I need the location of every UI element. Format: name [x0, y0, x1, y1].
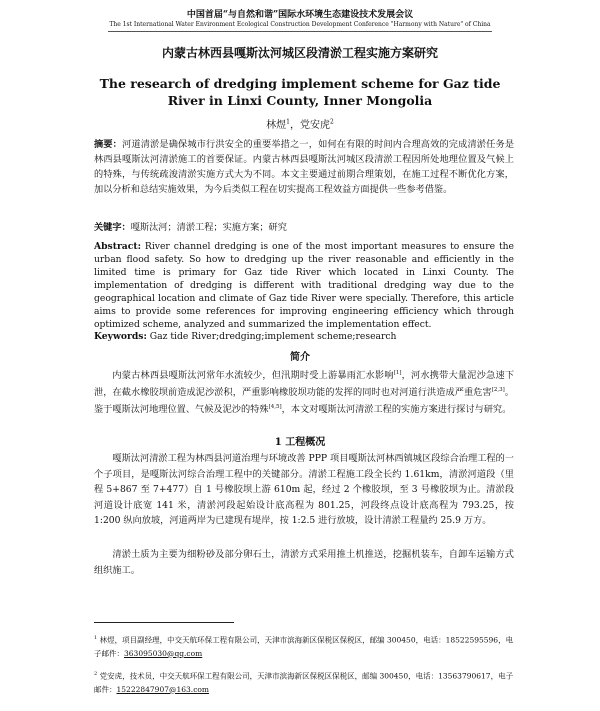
authors — [0, 116, 600, 131]
footnote-rule — [94, 622, 234, 623]
author-2-mark: 2 — [330, 118, 334, 126]
footnote-2-text: 党安虎，技术员，中交天航环保工程有限公司，天津市滨海新区保税区保税区，邮编 300450，电话：13563790617，电子邮件： — [94, 671, 514, 694]
footnote-1-text: 林煜，项目副经理，中交天航环保工程有限公司，天津市滨海新区保税区保税区，邮编 300450，电话：18522595596，电子邮件： — [94, 635, 514, 658]
footnote-1-email-link[interactable]: 363095030@qq.com — [124, 648, 203, 658]
keywords-en — [94, 330, 514, 343]
intro-ref-1: [1] — [393, 370, 402, 376]
footnote-2 — [94, 668, 514, 696]
intro-text-3: 。鉴于嘎斯汰河地理位置、气候及泥沙的特殊 — [94, 387, 514, 416]
abstract-cn-label: 摘要： — [94, 139, 123, 150]
author-1-mark: 1 — [286, 118, 290, 126]
header-conference-en: The 1st International Water Environment Ecological Construction Development Conference "Harmony with Nature" of China — [109, 21, 491, 28]
footnote-1-mark: 1 — [94, 635, 98, 641]
intro-text-4: ，本文对嘎斯汰河清淤工程的实施方案进行探讨与研究。 — [281, 404, 512, 416]
intro-ref-2: [2,3] — [491, 387, 505, 394]
running-header — [0, 10, 600, 29]
abstract-en-label: Abstract: — [94, 241, 141, 252]
section-1-paragraph-1: 嘎斯汰河清淤工程为林西县河道治理与环境改善 PPP 项目嘎斯汰河林西镇城区段综合治理工程的一个子项目，是嘎斯汰河综合治理工程中的关键部分。清淤工程施工段全长约 1.61km，清淤河道段（里程 5+867 至 7+477）自 1 号橡胶坝上游 610m 起，经过 2 个橡胶坝，至 3 号橡胶坝为止。清淤段河道设计底宽 141 米，清淤河段起始设计底高程为 801.25，河段终点设计底高程为 793.25，按 1:200 纵向放坡，河道两岸为已建现有堤岸，按 1:2.5 进行放坡，设计清淤工程量约 25.9 万方。 — [94, 453, 514, 526]
intro-text-1: 内蒙古林西县嘎斯汰河常年水流较少，但汛期时受上游暴雨汇水影响 — [112, 370, 394, 382]
section-1-paragraph-2: 清淤土质为主要为细粉砂及部分卵石土，清淤方式采用推土机推送，挖掘机装车，自卸车运输方式组织施工。 — [94, 549, 514, 576]
title-cn: 内蒙古林西县嘎斯汰河城区段清淤工程实施方案研究 — [161, 46, 438, 60]
author-2-name: 党安虎 — [300, 120, 330, 131]
intro-ref-3: [4,5] — [268, 404, 282, 411]
intro-text-2: ，河水携带大量泥沙急速下泄，在截水橡胶坝前造成泥沙淤积，严重影响橡胶坝功能的发挥的同时也对河道行洪造成严重危害 — [94, 370, 515, 399]
abstract-en-text: River channel dredging is one of the most important measures to ensure the urban flood safety. So how to dredging up the river reasonable and efficiently in the limited time is primary for Gaz tide River which located in Linxi County. The implementation of dredging is different with traditional dredging way due to the geographical location and climate of Gaz tide River were specially. Therefore, this article aims to provide some references for improving engineering efficiency which through optimized scheme, analyzed and summarized the implementation effect. — [94, 241, 514, 330]
keywords-cn — [94, 221, 514, 235]
footnote-2-email-link[interactable]: 15222847907@163.com — [116, 684, 210, 694]
keywords-en-label: Keywords: — [94, 331, 147, 342]
keywords-en-text: Gaz tide River;dredging;implement scheme;research — [146, 331, 397, 342]
title-en: The research of dredging implement scheme for Gaz tide River in Linxi County, Inner Mongolia — [99, 76, 501, 108]
author-separator: ， — [290, 120, 300, 131]
header-conference-cn: 中国首届“与自然和谐”国际水环境生态建设技术发展会议 — [186, 10, 414, 20]
intro-paragraph — [94, 366, 514, 417]
abstract-en — [94, 240, 514, 331]
header-rule — [108, 31, 492, 32]
author-1-name: 林煜 — [266, 120, 287, 131]
section-1-heading: 1 工程概况 — [274, 437, 326, 448]
footnote-1 — [94, 632, 514, 660]
intro-heading: 简介 — [290, 352, 310, 363]
abstract-cn-text: 河道清淤是确保城市行洪安全的重要举措之一，如何在有限的时间内合理高效的完成清淤任务是林西县嘎斯汰河清淤施工的首要保证。内蒙古林西县嘎斯汰河城区段清淤工程因所处地理位置及气候上的特殊，与传统疏浚清淤实施方式大为不同。本文主要通过前期合理策划，在施工过程不断优化方案，加以分析和总结实施效果，为今后类似工程在切实提高工程效益方面提供一些参考借鉴。 — [94, 139, 515, 195]
footnote-2-mark: 2 — [94, 671, 98, 677]
keywords-cn-label: 关键字： — [94, 222, 131, 233]
keywords-cn-text: 嘎斯汰河；清淤工程；实施方案；研究 — [130, 222, 287, 233]
abstract-cn — [94, 137, 514, 197]
